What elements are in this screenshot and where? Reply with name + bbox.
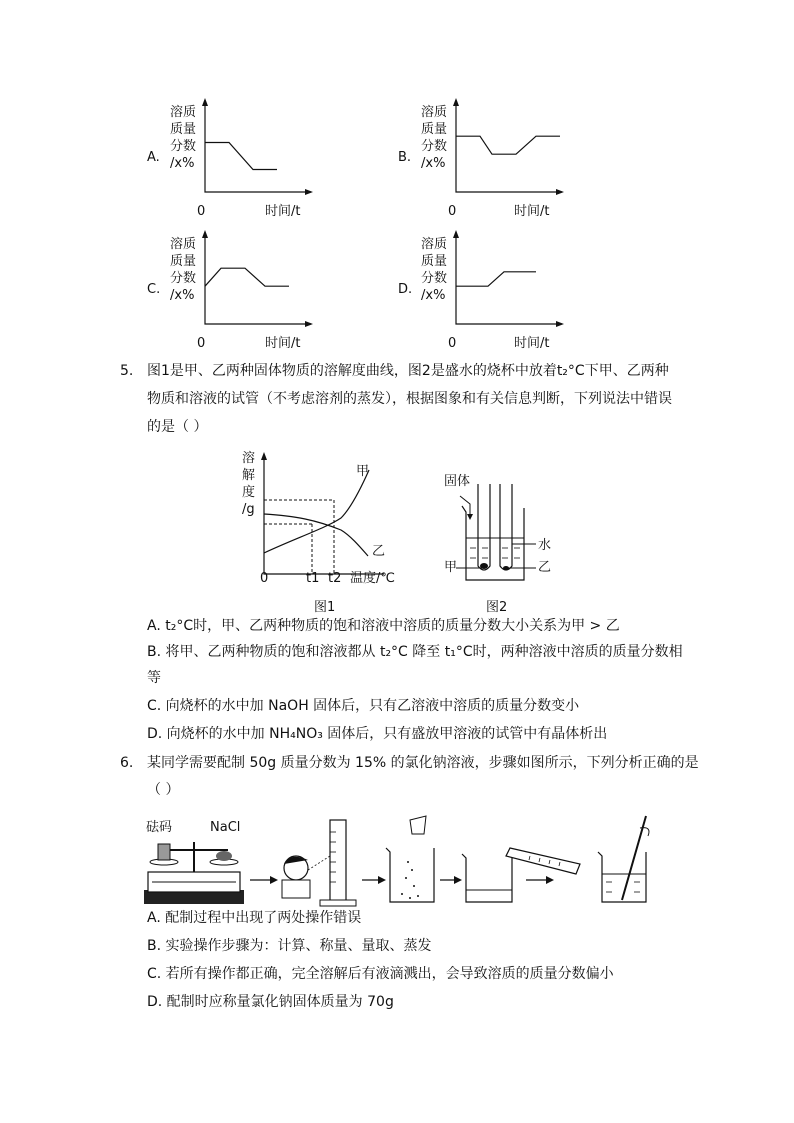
fig1-t2: t2 [328, 571, 342, 586]
fig2-label-jia: 甲 [444, 560, 458, 575]
graph-d-series-line [456, 272, 536, 286]
graph-c-series-line [205, 268, 289, 286]
fig1-ylabel: 溶 解 度 /g [242, 451, 256, 517]
option-label-a: A. [147, 150, 160, 165]
balance-scale [144, 842, 244, 904]
q5-option-d: D. 向烧杯的水中加 NH₄NO₃ 固体后，只有盛放甲溶液的试管中有晶体析出 [147, 726, 608, 742]
graph-xlabel: 时间/t [265, 204, 301, 219]
curve-yi [264, 514, 368, 556]
question-6-stem-line2: （ ） [147, 782, 180, 798]
fig-label-weights: 砝码 [146, 820, 173, 835]
fig1-origin: 0 [260, 571, 269, 586]
q6-experiment-figure [140, 812, 660, 912]
graph-xlabel: 时间/t [265, 336, 301, 351]
graph-a-series-line [205, 143, 277, 170]
graph-xlabel: 时间/t [514, 204, 550, 219]
graph-origin: 0 [448, 336, 457, 351]
fig1-xlabel: 温度/℃ [350, 571, 395, 586]
fig1-caption: 图1 [314, 600, 336, 615]
graph-ylabel: 溶质 质量 分数 /x% [170, 237, 197, 303]
graduated-cylinder-reading [282, 820, 356, 906]
graph-origin: 0 [197, 336, 206, 351]
q5-option-c: C. 向烧杯的水中加 NaOH 固体后，只有乙溶液中溶质的质量分数变小 [147, 698, 580, 714]
graph-ylabel: 溶质 质量 分数 /x% [421, 237, 448, 303]
graph-xlabel: 时间/t [514, 336, 550, 351]
q6-option-d: D. 配制时应称量氯化钠固体质量为 70g [147, 994, 394, 1010]
option-label-c: C. [147, 282, 161, 297]
beaker-stir [598, 816, 649, 902]
beaker-add-solid [386, 816, 434, 902]
graph-a [145, 96, 315, 226]
graph-ylabel: 溶质 质量 分数 /x% [170, 105, 197, 171]
q5-option-b-line2: 等 [147, 670, 161, 686]
graph-d [396, 228, 566, 358]
question-6-stem-line1: 某同学需要配制 50g 质量分数为 15% 的氯化钠溶液，步骤如图所示，下列分析正确的是 [147, 755, 699, 771]
question-6-number: 6. [120, 755, 134, 771]
q5-option-a: A. t₂°C时，甲、乙两种物质的饱和溶液中溶质的质量分数大小关系为甲 > 乙 [147, 618, 620, 634]
q6-option-c: C. 若所有操作都正确，完全溶解后有液滴溅出，会导致溶质的质量分数偏小 [147, 966, 614, 982]
graph-origin: 0 [448, 204, 457, 219]
q5-figure1 [236, 448, 416, 623]
q6-option-a: A. 配制过程中出现了两处操作错误 [147, 910, 362, 926]
question-5-stem-line3: 的是（ ） [147, 419, 208, 435]
fig2-caption: 图2 [486, 600, 508, 615]
graph-ylabel: 溶质 质量 分数 /x% [421, 105, 448, 171]
fig2-label-yi: 乙 [538, 560, 552, 575]
graph-origin: 0 [197, 204, 206, 219]
q6-option-b: B. 实验操作步骤为：计算、称量、量取、蒸发 [147, 938, 432, 954]
option-label-d: D. [398, 282, 413, 297]
fig2-label-solid: 固体 [444, 474, 471, 489]
q5-option-b-line1: B. 将甲、乙两种物质的饱和溶液都从 t₂°C 降至 t₁°C时，两种溶液中溶质的质量分数相 [147, 644, 683, 660]
fig1-label-yi: 乙 [372, 544, 386, 559]
fig-label-nacl: NaCl [210, 820, 241, 835]
question-5-stem-line2: 物质和溶液的试管（不考虑溶剂的蒸发），根据图象和有关信息判断，下列说法中错误 [147, 391, 672, 407]
graph-b-series-line [456, 136, 560, 154]
fig1-t1: t1 [306, 571, 320, 586]
question-5-stem-line1: 图1是甲、乙两种固体物质的溶解度曲线，图2是盛水的烧杯中放着t₂°C下甲、乙两种 [147, 363, 669, 379]
q5-figure2 [440, 468, 570, 623]
question-5-number: 5. [120, 363, 134, 379]
option-label-b: B. [398, 150, 412, 165]
fig2-label-water: 水 [538, 538, 552, 553]
fig1-label-jia: 甲 [356, 464, 370, 479]
graph-c [145, 228, 315, 358]
beaker-add-water [462, 848, 580, 902]
graph-b [396, 96, 566, 226]
